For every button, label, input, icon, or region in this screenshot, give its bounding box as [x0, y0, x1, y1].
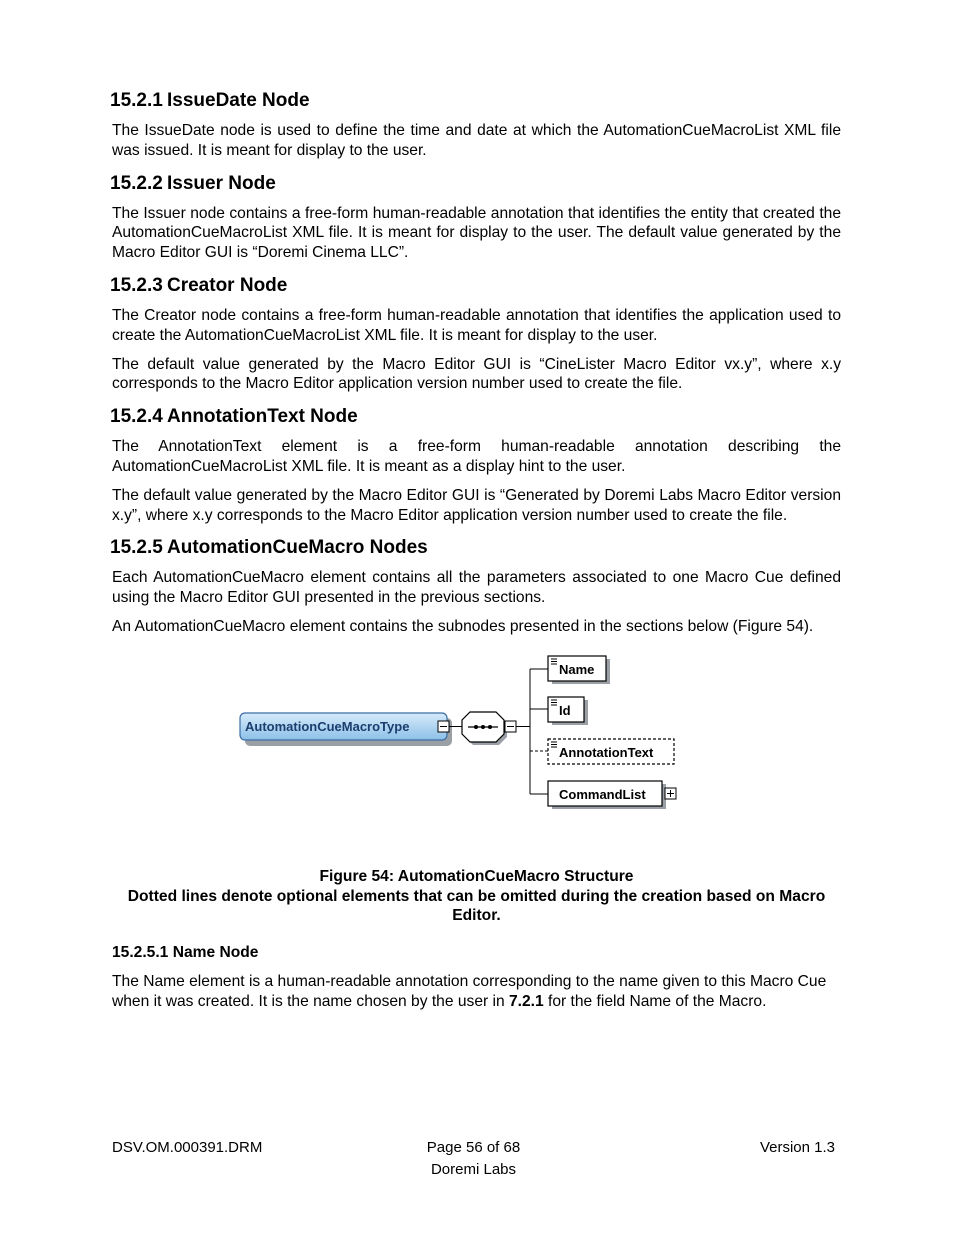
id-element-node — [548, 697, 588, 725]
collapse-icon — [505, 721, 516, 732]
section-annotationtext — [112, 406, 841, 525]
section-heading: 15.2.2 Issuer Node — [110, 172, 276, 194]
paragraph: The Name element is a human-readable annotation corresponding to the name given to this Macro Cue when it was created. It is the name chosen by the user in 7.2.1 for the field Name of the Macro. — [112, 973, 827, 1010]
page-number: Page 56 of 68 — [426, 1139, 521, 1156]
expand-icon — [665, 788, 676, 799]
svg-text:AutomationCueMacroType: AutomationCueMacroType — [245, 718, 410, 734]
svg-text:AnnotationText: AnnotationText — [559, 744, 654, 760]
figure-caption — [112, 867, 841, 926]
root-type-node — [240, 713, 452, 746]
figure-title: Figure 54: AutomationCueMacro Structure — [319, 867, 634, 885]
sequence-compositor-icon — [462, 712, 507, 745]
paragraph: Each AutomationCueMacro element contains all the parameters associated to one Macro Cue defined using the Macro Editor GUI presented in the previous sections. — [112, 569, 841, 607]
section-issuedate — [112, 90, 841, 161]
document-body — [112, 90, 841, 1021]
schema-diagram — [112, 651, 841, 857]
name-element-node — [548, 656, 610, 684]
subsection-heading: 15.2.5.1 Name Node — [112, 944, 259, 962]
company-name: Doremi Labs — [430, 1161, 517, 1178]
svg-text:Name: Name — [559, 661, 595, 677]
footer-center — [112, 1137, 835, 1181]
schema-diagram-svg — [112, 651, 841, 857]
document-id: DSV.OM.000391.DRM — [112, 1139, 263, 1156]
section-heading: 15.2.3 Creator Node — [110, 274, 288, 296]
paragraph: An AutomationCueMacro element contains the subnodes presented in the sections below (Figure 54). — [112, 617, 814, 635]
section-heading: 15.2.1 IssueDate Node — [110, 90, 310, 111]
commandlist-element-node — [548, 781, 676, 809]
section-reference: 7.2.1 — [509, 992, 544, 1010]
figure-note: Dotted lines denote optional elements that can be omitted during the creation based on Macro Editor. — [127, 887, 826, 925]
svg-text:Id: Id — [559, 702, 571, 718]
section-issuer — [112, 173, 841, 263]
section-creator — [112, 275, 841, 394]
paragraph: The AnnotationText element is a free-form human-readable annotation describing the AutomationCueMacroList XML file. It is meant as a display hint to the user. — [112, 438, 841, 475]
section-automationcuemacro — [112, 537, 841, 636]
section-heading: 15.2.5 AutomationCueMacro Nodes — [110, 537, 428, 559]
annotationtext-element-node — [548, 739, 674, 764]
paragraph: The default value generated by the Macro Editor GUI is “Generated by Doremi Labs Macro Editor version x.y”, where x.y corresponds to the Macro Editor application version number used to create the file. — [112, 486, 841, 524]
collapse-icon — [438, 721, 449, 732]
paragraph: The IssueDate node is used to define the time and date at which the AutomationCueMacroList XML file was issued. It is meant for display to the user. — [112, 122, 841, 159]
paragraph: The Issuer node contains a free-form human-readable annotation that identifies the entity that created the AutomationCueMacroList XML file. It is meant for display to the user. The default value generated by the Macro Editor GUI is “Doremi Cinema LLC”. — [112, 204, 841, 262]
svg-text:CommandList: CommandList — [559, 786, 646, 802]
document-version: Version 1.3 — [759, 1139, 835, 1156]
section-heading: 15.2.4 AnnotationText Node — [110, 406, 358, 428]
paragraph: The default value generated by the Macro Editor GUI is “CineLister Macro Editor vx.y”, where x.y corresponds to the Macro Editor application version number used to create the file. — [112, 355, 841, 393]
paragraph: The Creator node contains a free-form human-readable annotation that identifies the application used to create the AutomationCueMacroList XML file. It is meant for display to the user. — [112, 306, 841, 344]
